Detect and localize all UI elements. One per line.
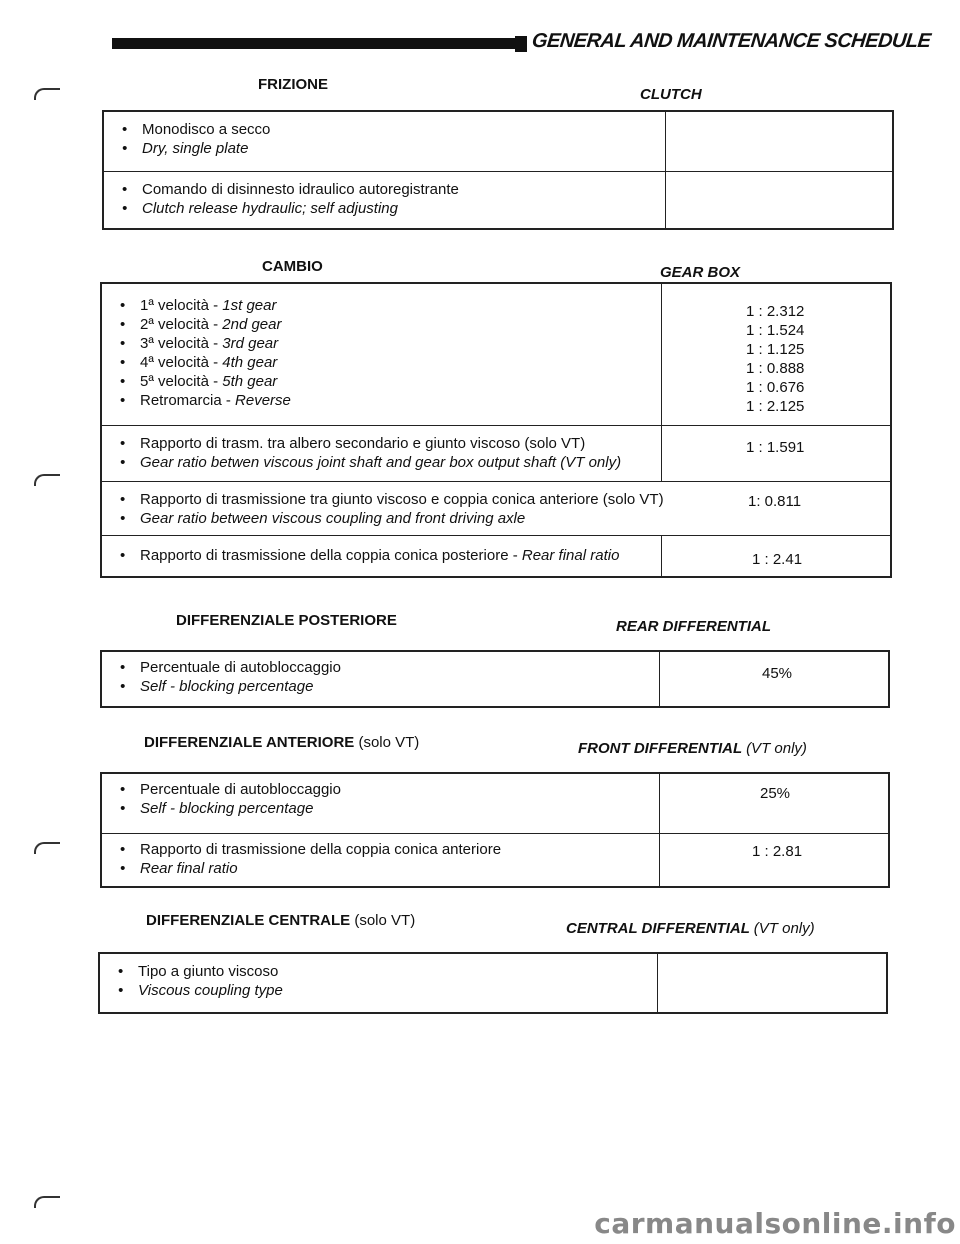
clutch-row1-value: [666, 112, 892, 171]
watermark: carmanualsonline.info: [594, 1207, 956, 1240]
bullet-icon: •: [120, 454, 126, 471]
gear-5-value: 1 : 0.676: [746, 379, 805, 396]
front-diff-row1-value: 25%: [760, 785, 791, 802]
bullet-icon: •: [120, 335, 126, 352]
central-diff-title-en: [566, 920, 815, 937]
table-row: [104, 172, 892, 228]
bullet-icon: •: [122, 200, 128, 217]
table-row: [102, 834, 888, 886]
bullet-icon: •: [120, 354, 126, 371]
binder-mark: [34, 842, 60, 854]
gearbox-table: [100, 282, 892, 578]
rear-diff-en: Self - blocking percentage: [140, 678, 314, 695]
rear-diff-it: Percentuale di autobloccaggio: [140, 659, 341, 676]
gear-5-en: 5th gear: [222, 373, 278, 390]
clutch-title-en: CLUTCH: [640, 86, 702, 103]
table-row: [102, 284, 890, 426]
gear-3-en: 3rd gear: [222, 335, 279, 352]
clutch-row-text: [104, 172, 666, 228]
central-diff-title-en-text: CENTRAL DIFFERENTIAL: [566, 920, 750, 937]
ratio1-value: 1 : 1.591: [746, 439, 805, 456]
table-row: [102, 652, 888, 706]
gearbox-title-it: CAMBIO: [262, 258, 323, 275]
page-title: GENERAL AND MAINTENANCE SCHEDULE: [530, 30, 932, 52]
bullet-icon: •: [120, 510, 126, 527]
ratio3-text: [102, 536, 662, 576]
ratio2-it: Rapporto di trasmissione tra giunto viscoso e coppia conica anteriore (solo VT): [140, 491, 664, 508]
clutch-row1-it: Monodisco a secco: [142, 121, 271, 138]
ratio3-it: Rapporto di trasmissione della coppia conica posteriore -: [140, 547, 522, 564]
bullet-icon: •: [120, 392, 126, 409]
clutch-title-it: FRIZIONE: [258, 76, 328, 93]
gear-2-en: 2nd gear: [222, 316, 282, 333]
front-diff-row1-text: [102, 774, 660, 833]
ratio3-en: Rear final ratio: [521, 547, 620, 564]
rear-diff-text: [102, 652, 660, 706]
table-row: [102, 774, 888, 834]
front-diff-row1-en: Self - blocking percentage: [140, 800, 314, 817]
clutch-table: [102, 110, 894, 230]
ratio2-en: Gear ratio between viscous coupling and front driving axle: [140, 510, 526, 527]
front-diff-title-en-text: FRONT DIFFERENTIAL: [578, 740, 742, 757]
front-diff-row1-it: Percentuale di autobloccaggio: [140, 781, 341, 798]
front-diff-table: [100, 772, 890, 888]
ratio3-value: 1 : 2.41: [752, 551, 803, 568]
bullet-icon: •: [120, 373, 126, 390]
front-diff-title-en-suffix: (VT only): [746, 740, 807, 757]
gear-3-value: 1 : 1.125: [746, 341, 805, 358]
central-diff-title-it-text: DIFFERENZIALE CENTRALE: [146, 912, 351, 929]
central-diff-it: Tipo a giunto viscoso: [138, 963, 279, 980]
gear-3-it: 3ª velocità -: [140, 335, 223, 352]
clutch-row2-en: Clutch release hydraulic; self adjusting: [142, 200, 398, 217]
ratio1-text: [102, 426, 662, 481]
gear-1-en: 1st gear: [222, 297, 277, 314]
header-bar-tick: [515, 36, 527, 52]
central-diff-table: [98, 952, 888, 1014]
table-row: [100, 954, 886, 1012]
gear-5-it: 5ª velocità -: [140, 373, 223, 390]
table-row: [104, 112, 892, 172]
gear-4-it: 4ª velocità -: [140, 354, 223, 371]
bullet-icon: •: [120, 860, 126, 877]
bullet-icon: •: [118, 963, 124, 980]
bullet-icon: •: [120, 678, 126, 695]
table-row: [102, 482, 890, 536]
gear-1-value: 1 : 2.312: [746, 303, 805, 320]
table-row: [102, 426, 890, 482]
front-diff-title-it: [144, 734, 419, 751]
gear-1-it: 1ª velocità -: [140, 297, 223, 314]
central-diff-title-it: [146, 912, 415, 929]
bullet-icon: •: [122, 121, 128, 138]
clutch-row2-value: [666, 172, 892, 228]
gear-reverse-it: Retromarcia -: [140, 392, 236, 409]
rear-diff-value: 45%: [762, 665, 793, 682]
bullet-icon: •: [120, 781, 126, 798]
bullet-icon: •: [120, 491, 126, 508]
gear-list: [102, 284, 662, 425]
header-bar: [112, 38, 527, 49]
central-diff-text: [100, 954, 658, 1012]
front-diff-title-it-text: DIFFERENZIALE ANTERIORE: [144, 734, 355, 751]
rear-diff-title-en: REAR DIFFERENTIAL: [616, 618, 771, 635]
gearbox-title-en: GEAR BOX: [660, 264, 741, 281]
gear-2-value: 1 : 1.524: [746, 322, 805, 339]
bullet-icon: •: [120, 547, 126, 564]
bullet-icon: •: [122, 140, 128, 157]
binder-mark: [34, 88, 60, 100]
ratio2-text: [102, 482, 664, 535]
bullet-icon: •: [120, 435, 126, 452]
gear-4-en: 4th gear: [222, 354, 278, 371]
bullet-icon: •: [120, 841, 126, 858]
central-diff-title-it-suffix: (solo VT): [354, 912, 416, 929]
central-diff-en: Viscous coupling type: [138, 982, 283, 999]
central-diff-title-en-suffix: (VT only): [753, 920, 815, 937]
front-diff-title-en: [578, 740, 807, 757]
bullet-icon: •: [120, 316, 126, 333]
bullet-icon: •: [120, 800, 126, 817]
central-diff-value: [658, 954, 886, 1012]
rear-diff-table: [100, 650, 890, 708]
gear-reverse-en: Reverse: [235, 392, 291, 409]
gear-values: [662, 284, 890, 425]
front-diff-row2-text: [102, 834, 660, 886]
clutch-row2-it: Comando di disinnesto idraulico autoregistrante: [142, 181, 459, 198]
ratio1-en: Gear ratio betwen viscous joint shaft and gear box output shaft (VT only): [140, 454, 622, 471]
front-diff-row2-it: Rapporto di trasmissione della coppia conica anteriore: [140, 841, 502, 858]
ratio2-value: 1: 0.811: [748, 493, 802, 510]
gear-4-value: 1 : 0.888: [746, 360, 805, 377]
clutch-row1-en: Dry, single plate: [142, 140, 249, 157]
table-row: [102, 536, 890, 576]
gear-reverse-value: 1 : 2.125: [746, 398, 805, 415]
rear-diff-title-it: DIFFERENZIALE POSTERIORE: [176, 612, 397, 629]
bullet-icon: •: [122, 181, 128, 198]
ratio1-it: Rapporto di trasm. tra albero secondario e giunto viscoso (solo VT): [140, 435, 586, 452]
front-diff-row2-value: 1 : 2.81: [752, 843, 803, 860]
bullet-icon: •: [120, 297, 126, 314]
binder-mark: [34, 474, 60, 486]
front-diff-title-it-suffix: (solo VT): [358, 734, 420, 751]
front-diff-row2-en: Rear final ratio: [140, 860, 238, 877]
bullet-icon: •: [120, 659, 126, 676]
bullet-icon: •: [118, 982, 124, 999]
clutch-row-text: [104, 112, 666, 171]
gear-2-it: 2ª velocità -: [140, 316, 223, 333]
binder-mark: [34, 1196, 60, 1208]
